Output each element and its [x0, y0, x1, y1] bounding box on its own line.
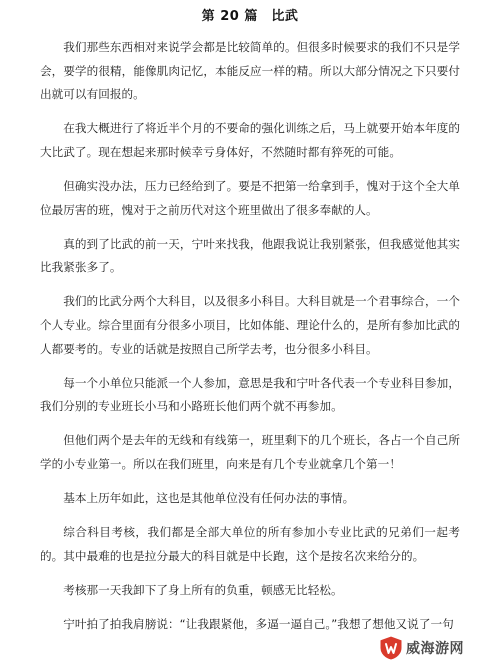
paragraph-3: 但确实没办法，压力已经给到了。要是不把第一给拿到手，愧对于这个全大单位最厉害的班，愧对于之前历代对这个班里做出了很多奉献的人。 [40, 178, 460, 217]
site-watermark [378, 632, 494, 662]
paragraph-8: 基本上历年如此，这也是其他单位没有任何办法的事情。 [63, 491, 355, 505]
paragraph-5: 我们的比武分两个大科目，以及很多小科目。大科目就是一个君事综合，一个个人专业。综合里面有分很多小项目，比如体能、理论什么的，是所有参加比武的人都要考的。专业的话就是按照自己所学去考，也分很多小科目。 [40, 294, 460, 356]
paragraph-2: 在我大概进行了将近半个月的不要命的强化训练之后，马上就要开始本年度的大比武了。现在想起来那时候幸亏身体好，不然随时都有猝死的可能。 [40, 121, 460, 159]
chapter-title: 第 20 篇 比武 [201, 9, 299, 24]
chapter-body [40, 36, 460, 647]
paragraph-4: 真的到了比武的前一天，宁叶来找我，他跟我说让我别紧张，但我感觉他其实比我紧张多了。 [40, 236, 460, 275]
paragraph-11: 宁叶拍了拍我肩膀说：“让我跟紧他，多逼一逼自己。”我想了想他又说了一句 [63, 616, 454, 631]
paragraph-1: 我们那些东西相对来说学会都是比较简单的。但很多时候要求的我们不只是学会，要学的很精，能像肌肉记忆，本能反应一样的精。所以大部分情况之下只要付出就可以有回报的。 [40, 40, 460, 102]
paragraph-9: 综合科目考核，我们都是全部大单位的所有参加小专业比武的兄弟们一起考的。其中最难的也是拉分最大的科目就是中长跑，这个是按名次来给分的。 [40, 525, 460, 563]
paragraph-6: 每一个小单位只能派一个人参加，意思是我和宁叶各代表一个专业科目参加，我们分别的专业班长小马和小路班长他们两个就不再参加。 [40, 375, 460, 414]
paragraph-10: 考核那一天我卸下了身上所有的负重，顿感无比轻松。 [63, 582, 343, 597]
watermark-text: 威海游网 [406, 641, 464, 657]
shield-logo-icon [378, 635, 404, 661]
paragraph-7: 但他们两个是去年的无线和有线第一，班里剩下的几个班长，各占一个自己所学的小专业第一。所以在我们班里，向来是有几个专业就拿几个第一！ [40, 433, 460, 471]
